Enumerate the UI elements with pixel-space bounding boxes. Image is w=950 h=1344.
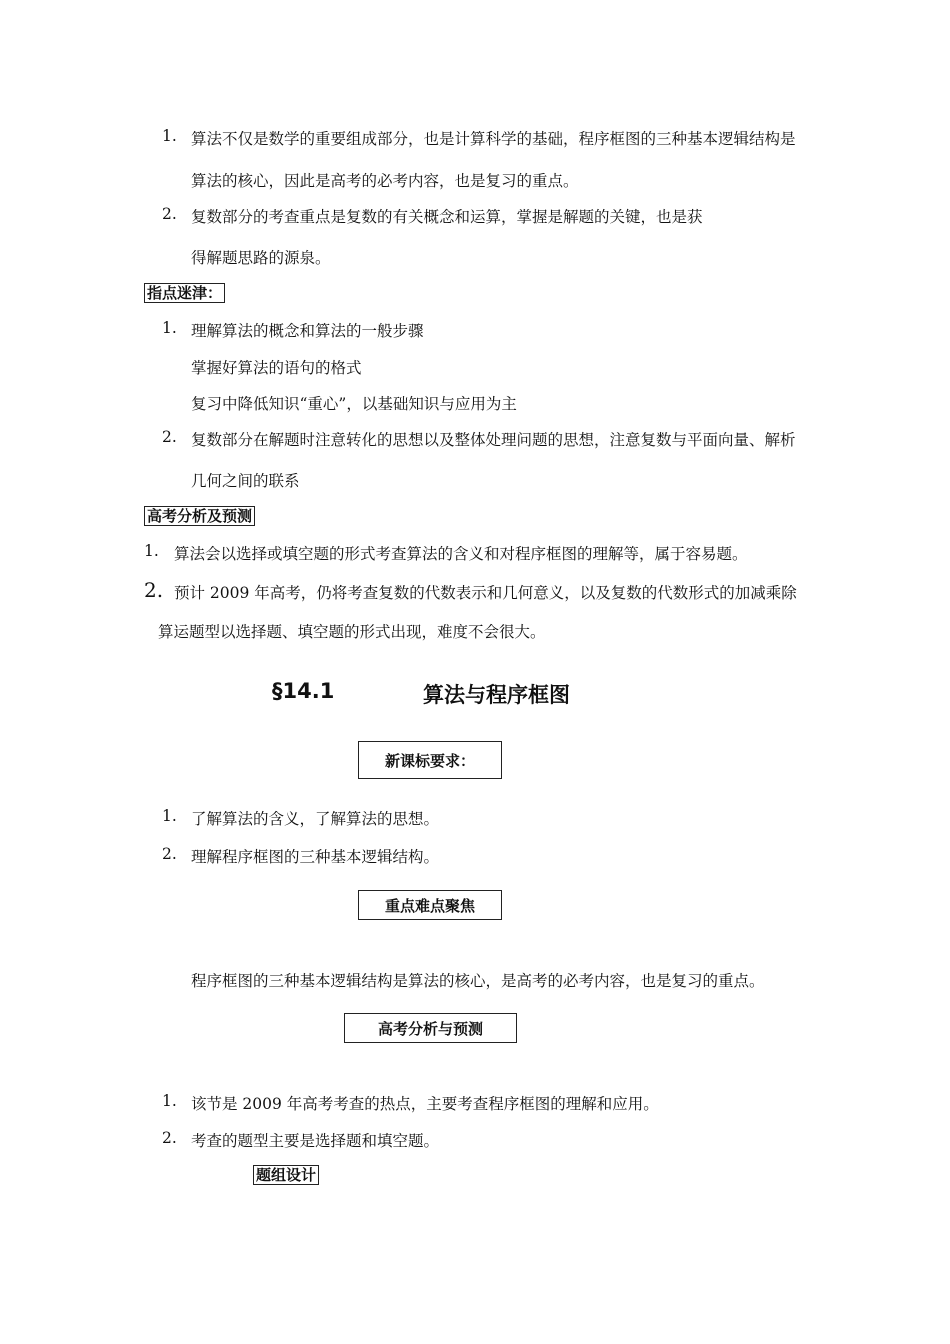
paragraph-line: 考查的题型主要是选择题和填空题。 xyxy=(191,1132,440,1150)
paragraph-line: 掌握好算法的语句的格式 xyxy=(191,359,362,377)
list-number: 1. xyxy=(162,1092,177,1110)
focus-heading: 重点难点聚焦 xyxy=(384,896,475,915)
paragraph-line: 几何之间的联系 xyxy=(191,472,300,490)
list-number: 1. xyxy=(162,319,177,337)
paragraph-line: 了解算法的含义，了解算法的思想。 xyxy=(191,810,440,828)
list-number: 1. xyxy=(144,542,159,560)
list-number: 1. xyxy=(162,127,177,145)
list-number: 1. xyxy=(162,807,177,825)
paragraph-line: 复数部分在解题时注意转化的思想以及整体处理问题的思想，注意复数与平面向量、解析 xyxy=(191,431,796,449)
paragraph-line: 理解算法的概念和算法的一般步骤 xyxy=(191,322,424,340)
paragraph-line: 预计 2009 年高考，仍将考查复数的代数表示和几何意义，以及复数的代数形式的加减乘除 xyxy=(174,584,797,602)
analysis-heading: 高考分析与预测 xyxy=(377,1019,483,1038)
paragraph-line: 该节是 2009 年高考考查的热点，主要考查程序框图的理解和应用。 xyxy=(191,1095,659,1113)
list-number: 2. xyxy=(162,845,177,863)
paragraph-line: 算运题型以选择题、填空题的形式出现，难度不会很大。 xyxy=(158,623,546,641)
paragraph-line: 算法会以选择或填空题的形式考查算法的含义和对程序框图的理解等，属于容易题。 xyxy=(174,545,748,563)
list-number: 2. xyxy=(162,205,177,223)
list-number: 2. xyxy=(144,578,164,602)
paragraph-line: 算法的核心，因此是高考的必考内容，也是复习的重点。 xyxy=(191,172,579,190)
section-heading-forecast: 高考分析及预测 xyxy=(144,506,255,526)
analysis-heading-box xyxy=(344,1013,517,1043)
paragraph-line: 算法不仅是数学的重要组成部分，也是计算科学的基础，程序框图的三种基本逻辑结构是 xyxy=(191,130,796,148)
page-title: 算法与程序框图 xyxy=(423,683,570,707)
requirements-heading: 新课标要求： xyxy=(384,751,475,770)
section-heading-design: 题组设计 xyxy=(253,1165,319,1185)
requirements-heading-box xyxy=(358,741,502,779)
paragraph-line: 复数部分的考查重点是复数的有关概念和运算，掌握是解题的关键，也是获 xyxy=(191,208,703,226)
paragraph-line: 得解题思路的源泉。 xyxy=(191,249,331,267)
paragraph-line: 理解程序框图的三种基本逻辑结构。 xyxy=(191,848,440,866)
list-number: 2. xyxy=(162,1129,177,1147)
section-heading-guide: 指点迷津： xyxy=(144,283,225,303)
focus-heading-box xyxy=(358,890,502,920)
paragraph-line: 复习中降低知识“重心”，以基础知识与应用为主 xyxy=(191,395,517,413)
list-number: 2. xyxy=(162,428,177,446)
paragraph-line: 程序框图的三种基本逻辑结构是算法的核心，是高考的必考内容，也是复习的重点。 xyxy=(191,972,765,990)
section-number: §14.1 xyxy=(272,679,335,703)
